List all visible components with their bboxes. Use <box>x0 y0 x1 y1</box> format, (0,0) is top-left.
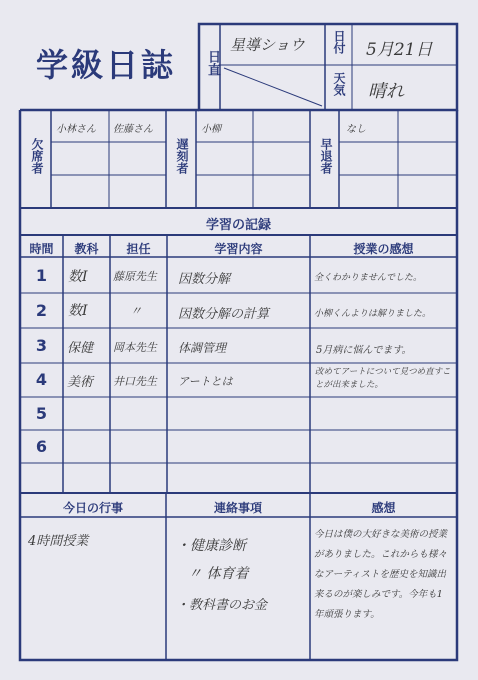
row1-period: 1 <box>35 266 48 285</box>
notice-item-3: ・教科書のお金 <box>176 598 268 613</box>
absent-label: 欠席者 <box>30 138 44 174</box>
notice-item-2: 〃 体育着 <box>188 566 249 582</box>
row3-period: 3 <box>35 336 48 355</box>
page-title: 学級日誌 <box>36 46 177 84</box>
row1-content: 因数分解 <box>178 272 231 287</box>
row2-teacher: 〃 <box>130 304 143 318</box>
events-value: 4時間授業 <box>28 534 89 549</box>
row3-teacher: 岡本先生 <box>113 341 157 354</box>
row4-period: 4 <box>35 370 48 389</box>
header-teacher: 担任 <box>126 242 151 256</box>
events-label: 今日の行事 <box>62 501 123 515</box>
row3-impression: 5月病に悩んでます。 <box>316 345 412 356</box>
row2-subject: 数Ⅰ <box>68 303 88 319</box>
notices-label: 連絡事項 <box>213 501 262 515</box>
row4-impression: 改めてアートについて見つめ直すことが出来ました。 <box>315 367 451 390</box>
date-label: 日付 <box>332 30 346 54</box>
duty-value: 星導ショウ <box>230 36 305 54</box>
row3-content: 体調管理 <box>178 341 227 355</box>
row2-period: 2 <box>35 301 48 320</box>
row4-content: アートとは <box>178 375 233 388</box>
row4-subject: 美術 <box>67 375 94 390</box>
row1-teacher: 藤原先生 <box>113 270 157 283</box>
duty-label: 日直 <box>205 50 220 76</box>
absent-name-2: 佐藤さん <box>113 124 153 135</box>
early-label: 早退者 <box>319 138 333 174</box>
header-period: 時間 <box>29 242 54 256</box>
row6-period: 6 <box>35 437 48 456</box>
header-content: 学習内容 <box>214 242 263 256</box>
row5-period: 5 <box>35 404 48 423</box>
row1-impression: 全くわかりませんでした。 <box>314 273 423 283</box>
row2-content: 因数分解の計算 <box>178 307 270 322</box>
late-name-1: 小柳 <box>201 124 221 135</box>
notice-item-1: ・健康診断 <box>176 538 246 554</box>
study-section-title: 学習の記録 <box>205 218 271 233</box>
weather-value: 晴れ <box>368 81 404 102</box>
row4-teacher: 井口先生 <box>113 375 157 388</box>
header-impression: 授業の感想 <box>353 242 414 256</box>
thoughts-value: 今日は僕の大好きな美術の授業がありました。これからも様々なアーティストを歴史を知識出来るのが楽しみです。今年も1年頑張ります。 <box>314 529 448 620</box>
late-label: 遅刻者 <box>175 138 189 174</box>
early-name-1: なし <box>346 124 366 135</box>
row3-subject: 保健 <box>67 341 94 356</box>
row1-subject: 数Ⅰ <box>68 269 88 285</box>
date-value: 5月21日 <box>366 40 433 60</box>
header-subject: 教科 <box>74 242 99 256</box>
thoughts-label: 感想 <box>371 501 396 515</box>
absent-name-1: 小林さん <box>56 124 96 135</box>
row2-impression: 小柳くんよりは解りました。 <box>314 309 432 319</box>
weather-label: 天気 <box>332 72 346 96</box>
